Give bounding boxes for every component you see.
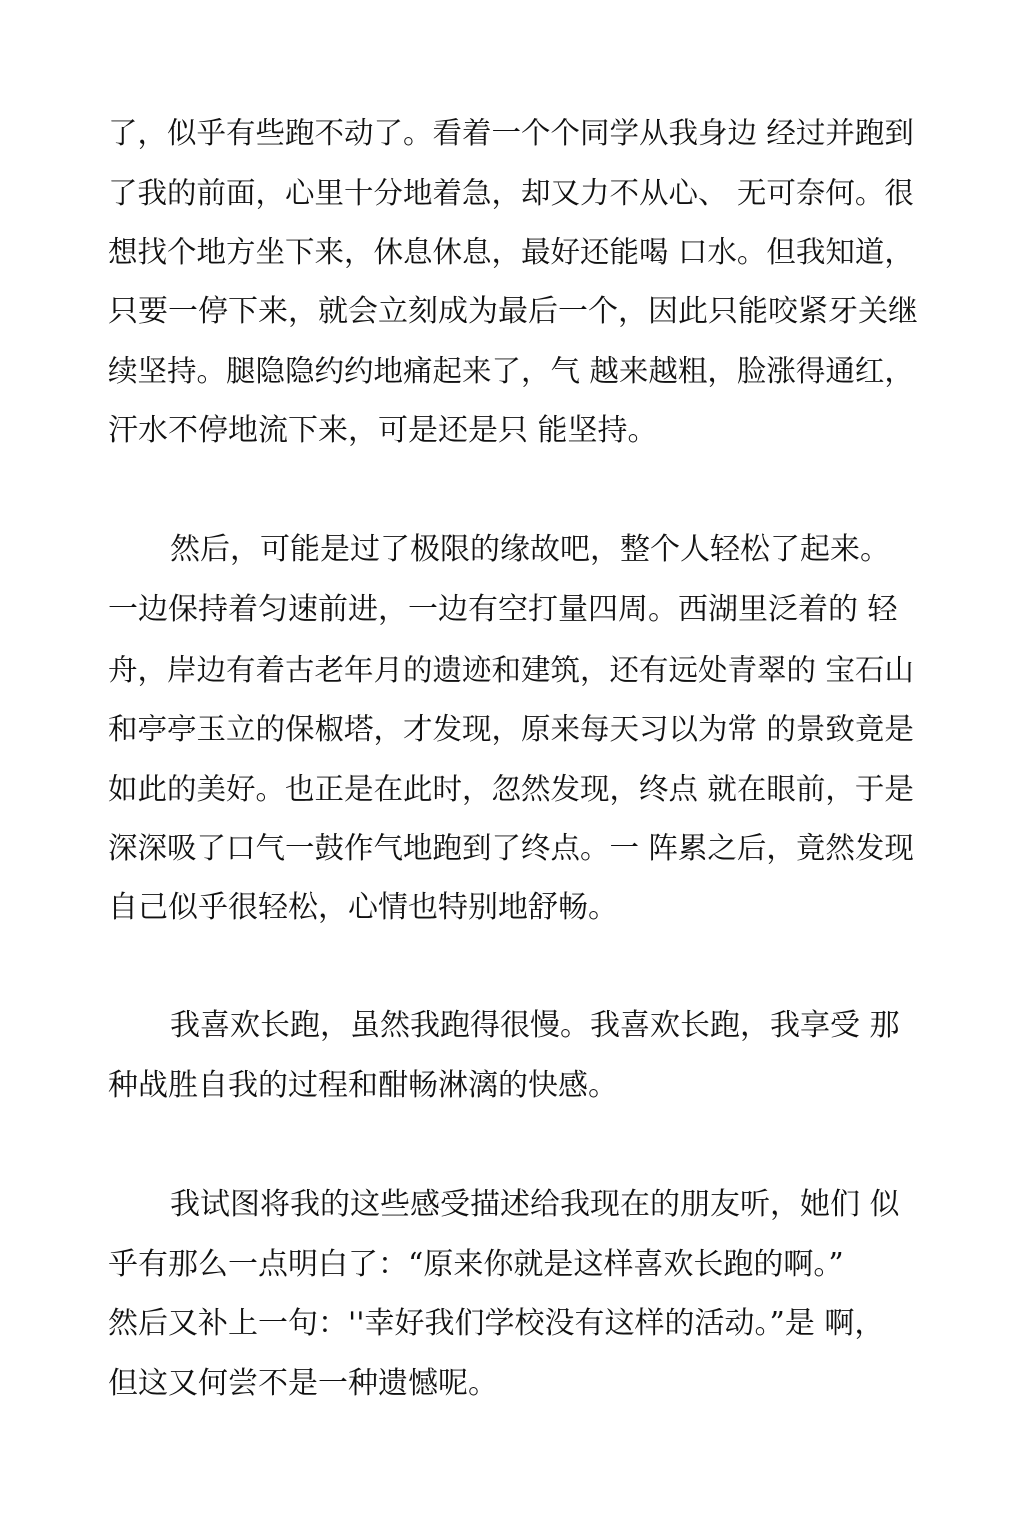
paragraph-2-line-7: 自己似乎很轻松，心情也特别地舒畅。 [108, 890, 618, 925]
paragraph-2-line-5: 如此的美好。也正是在此时，忽然发现，终点 就在眼前，于是 [108, 772, 914, 806]
paragraph-2-line-6: 深深吸了口气一鼓作气地跑到了终点。一 阵累之后，竟然发现 [108, 831, 914, 865]
paragraph-4-line-4: 但这又何尝不是一种遗憾呢。 [108, 1366, 498, 1401]
paragraph-1-line-2: 了我的前面，心里十分地着急，却又力不从心、 无可奈何。很 [108, 176, 914, 210]
paragraph-4-line-3: 然后又补上一句：''幸好我们学校没有这样的活动。”是 啊， [108, 1306, 885, 1341]
paragraph-2-line-1: 然后，可能是过了极限的缘故吧，整个人轻松了起来。 [170, 532, 890, 567]
paragraph-2-line-2: 一边保持着匀速前进，一边有空打量四周。西湖里泛着的 轻 [108, 592, 898, 627]
paragraph-3-line-1: 我喜欢长跑，虽然我跑得很慢。我喜欢长跑，我享受 那 [170, 1008, 900, 1043]
paragraph-3-line-2: 种战胜自我的过程和酣畅淋漓的快感。 [108, 1068, 618, 1103]
paragraph-1-line-5: 续坚持。腿隐隐约约地痛起来了，气 越来越粗，脸涨得通红， [108, 354, 914, 388]
paragraph-1-line-6: 汗水不停地流下来，可是还是只 能坚持。 [108, 413, 658, 448]
paragraph-1-line-1: 了，似乎有些跑不动了。看着一个个同学从我身边 经过并跑到 [108, 116, 914, 150]
paragraph-4-line-2: 乎有那么一点明白了：“原来你就是这样喜欢长跑的啊。” [108, 1247, 844, 1282]
paragraph-2-line-3: 舟，岸边有着古老年月的遗迹和建筑，还有远处青翠的 宝石山 [108, 653, 914, 687]
paragraph-1-line-3: 想找个地方坐下来，休息休息，最好还能喝 口水。但我知道， [108, 235, 914, 269]
paragraph-1-line-4: 只要一停下来，就会立刻成为最后一个，因此只能咬紧牙关继 [108, 294, 918, 329]
paragraph-4-line-1: 我试图将我的这些感受描述给我现在的朋友听，她们 似 [170, 1187, 900, 1222]
paragraph-2-line-4: 和亭亭玉立的保椒塔，才发现，原来每天习以为常 的景致竟是 [108, 712, 914, 746]
